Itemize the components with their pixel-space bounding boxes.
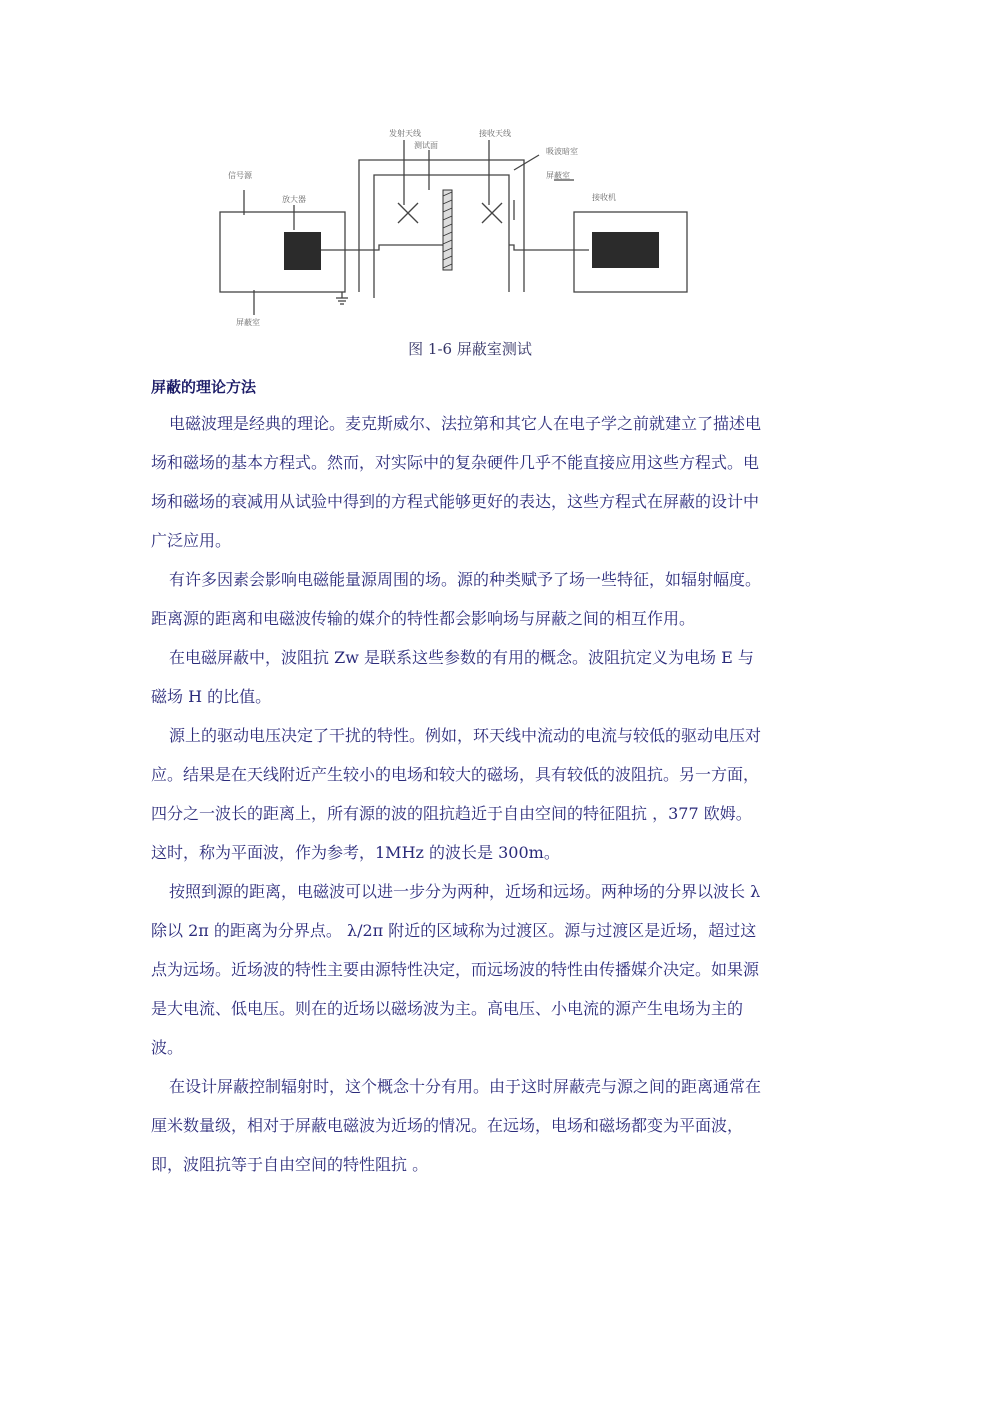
amplifier-block bbox=[284, 232, 321, 270]
paragraph: 在电磁屏蔽中，波阻抗 Zw 是联系这些参数的有用的概念。波阻抗定义为电场 E 与磁场 H 的比值。 bbox=[151, 648, 754, 706]
receiver-block bbox=[592, 232, 659, 268]
tx-antenna-label: 发射天线 bbox=[389, 129, 421, 138]
signal-source-box bbox=[220, 212, 345, 292]
paragraph: 源上的驱动电压决定了干扰的特性。例如，环天线中流动的电流与较低的驱动电压对应。结果是在天线附近产生较小的电场和较大的磁场，具有较低的波阻抗。另一方面，四分之一波长的距离上，所有源的波的阻抗趋近于自由空间的特征阻抗 ，377 欧姆。这时，称为平面波，作为参考，1MHz 的波长是 300m。 bbox=[151, 726, 762, 862]
amplifier-label: 放大器 bbox=[282, 195, 306, 204]
paragraph: 有许多因素会影响电磁能量源周围的场。源的种类赋予了场一些特征，如辐射幅度。距离源的距离和电磁波传输的媒介的特性都会影响场与屏蔽之间的相互作用。 bbox=[151, 570, 762, 628]
figure-caption: 图 1-6 屏蔽室测试 bbox=[408, 340, 532, 358]
paragraph: 按照到源的距离，电磁波可以进一步分为两种，近场和远场。两种场的分界以波长 λ 除以 2π 的距离为分界点。 λ/2π 附近的区域称为过渡区。源与过渡区是近场，超过这点为远场。近场波的特性主要由源特性决定，而远场波的特性由传播媒介决定。如果源是大电流、低电压。则在的近场以磁场波为主。高电压、小电流的源产生电场为主的波。 bbox=[151, 882, 761, 1057]
test-piece-label: 测试面 bbox=[414, 141, 438, 150]
paragraph: 在设计屏蔽控制辐射时，这个概念十分有用。由于这时屏蔽壳与源之间的距离通常在厘米数量级，相对于屏蔽电磁波为近场的情况。在远场，电场和磁场都变为平面波，即，波阻抗等于自由空间的特性阻抗 。 bbox=[151, 1077, 762, 1174]
paragraph: 电磁波理是经典的理论。麦克斯威尔、法拉第和其它人在电子学之前就建立了描述电场和磁场的基本方程式。然而，对实际中的复杂硬件几乎不能直接应用这些方程式。电场和磁场的衰减用从试验中得到的方程式能够更好的表达，这些方程式在屏蔽的设计中广泛应用。 bbox=[151, 414, 762, 550]
shield-room-right-label: 屏蔽室 bbox=[546, 171, 570, 180]
section-title: 屏蔽的理论方法 bbox=[151, 378, 257, 396]
shield-room-outline bbox=[359, 160, 524, 292]
signal-source-label: 信号源 bbox=[228, 171, 252, 180]
shield-room-bottom-label: 屏蔽室 bbox=[236, 318, 260, 327]
rx-antenna-label: 接收天线 bbox=[479, 129, 511, 138]
absorber-room-label: 吸波暗室 bbox=[546, 147, 578, 156]
receiver-label: 接收机 bbox=[592, 193, 616, 202]
shielding-room-test-diagram bbox=[214, 120, 694, 335]
body-text bbox=[151, 404, 765, 1184]
diagram-svg bbox=[214, 120, 694, 335]
